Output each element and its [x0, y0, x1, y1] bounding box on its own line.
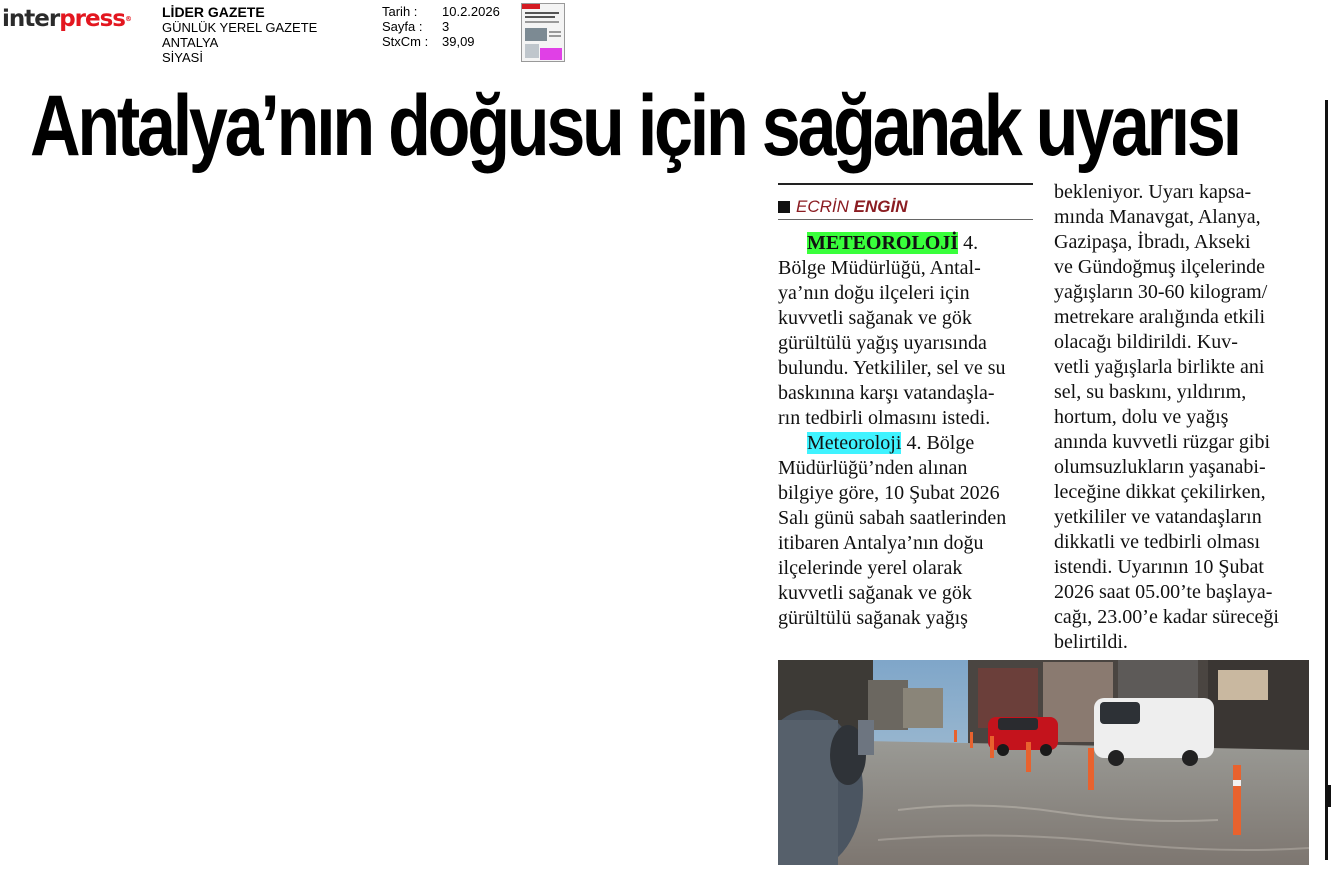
column-2-line: yağışların 30-60 kilogram/ [1054, 281, 1268, 303]
paragraph-1-line: baskınına karşı vatandaşla- [778, 382, 995, 404]
paragraph-1-line: ya’nın doğu ilçeleri için [778, 282, 970, 304]
column-2-line: cağı, 23.00’e kadar süreceği [1054, 606, 1279, 628]
column-2-line: leceğine dikkat çekilirken, [1054, 481, 1266, 503]
column-2-line: olacağı bildirildi. Kuv- [1054, 331, 1238, 353]
publication-category: SİYASİ [162, 50, 203, 65]
paragraph-2-line: bilgiye göre, 10 Şubat 2026 [778, 482, 1000, 504]
page-edge-marker [1325, 785, 1331, 807]
column-2-line: ve Gündoğmuş ilçelerinde [1054, 256, 1266, 278]
column-2-line: hortum, dolu ve yağış [1054, 406, 1229, 428]
page-label: Sayfa : [382, 19, 423, 34]
paragraph-1-line: METEOROLOJİ 4. [807, 232, 979, 254]
publication-name: LİDER GAZETE [162, 4, 265, 20]
column-2-line: istendi. Uyarının 10 Şubat [1054, 556, 1264, 578]
paragraph-2-line: kuvvetli sağanak ve gök [778, 582, 972, 604]
paragraph-2-line: Müdürlüğü’nden alınan [778, 457, 968, 479]
page-thumbnail[interactable] [521, 3, 565, 62]
column-2-line: olumsuzlukların yaşanabi- [1054, 456, 1266, 478]
paragraph-1-line: Bölge Müdürlüğü, Antal- [778, 257, 981, 279]
byline [778, 196, 907, 218]
column-2-line: vetli yağışlarla birlikte ani [1054, 356, 1265, 378]
column-2-line: yetkililer ve vatandaşların [1054, 506, 1262, 528]
date-label: Tarih : [382, 4, 418, 19]
paragraph-1-line: rın tedbirli olmasını istedi. [778, 407, 991, 429]
article-column-1 [778, 231, 1040, 631]
flooded-street-illustration [778, 660, 1309, 865]
stxcm-value: 39,09 [442, 34, 475, 49]
column-2-line: anında kuvvetli rüzgar gibi [1054, 431, 1271, 453]
column-2-line: dikkatli ve tedbirli olması [1054, 531, 1261, 553]
stxcm-label: StxCm : [382, 34, 429, 49]
paragraph-2-line: Meteoroloji 4. Bölge [807, 432, 975, 454]
article-column-2 [1054, 180, 1316, 655]
paragraph-1-line: kuvvetli sağanak ve gök [778, 307, 972, 329]
date-value: 10.2.2026 [442, 4, 500, 19]
article-headline: Antalya’nın doğusu için sağanak uyarısı [30, 78, 1239, 174]
publication-type: GÜNLÜK YEREL GAZETE [162, 20, 318, 35]
clipping-meta [382, 4, 500, 49]
paragraph-2-line: gürültülü sağanak yağış [778, 607, 968, 629]
paragraph-1-line: bulundu. Yetkililer, sel ve su [778, 357, 1006, 379]
article-photo [778, 660, 1309, 865]
author-last: ENGİN [853, 197, 908, 216]
publication-city: ANTALYA [162, 35, 219, 50]
column-2-line: mında Manavgat, Alanya, [1054, 206, 1261, 228]
column-2-line: Gazipaşa, İbradı, Akseki [1054, 231, 1251, 253]
paragraph-2-line: Salı günü sabah saatlerinden [778, 507, 1007, 529]
page-edge-rule [1325, 100, 1328, 860]
publication-info [162, 5, 317, 65]
column-2-line: belirtildi. [1054, 631, 1128, 653]
byline-rule-bottom [778, 219, 1033, 220]
byline-square-icon [778, 201, 790, 213]
highlight-meteoroloji-2: Meteoroloji [807, 432, 902, 454]
column-2-line: metrekare aralığında etkili [1054, 306, 1266, 328]
page-value: 3 [442, 19, 450, 34]
column-2-line: sel, su baskını, yıldırım, [1054, 381, 1247, 403]
column-2-line: 2026 saat 05.00’te başlaya- [1054, 581, 1273, 603]
interpress-logo: interpress® [2, 6, 132, 32]
highlight-meteoroloji-1: METEOROLOJİ [807, 232, 959, 254]
byline-rule-top [778, 183, 1033, 185]
column-2-line: bekleniyor. Uyarı kapsa- [1054, 181, 1252, 203]
paragraph-2-line: itibaren Antalya’nın doğu [778, 532, 984, 554]
author-first: ECRİN [796, 197, 849, 216]
paragraph-2-line: ilçelerinde yerel olarak [778, 557, 963, 579]
paragraph-1-line: gürültülü yağış uyarısında [778, 332, 987, 354]
